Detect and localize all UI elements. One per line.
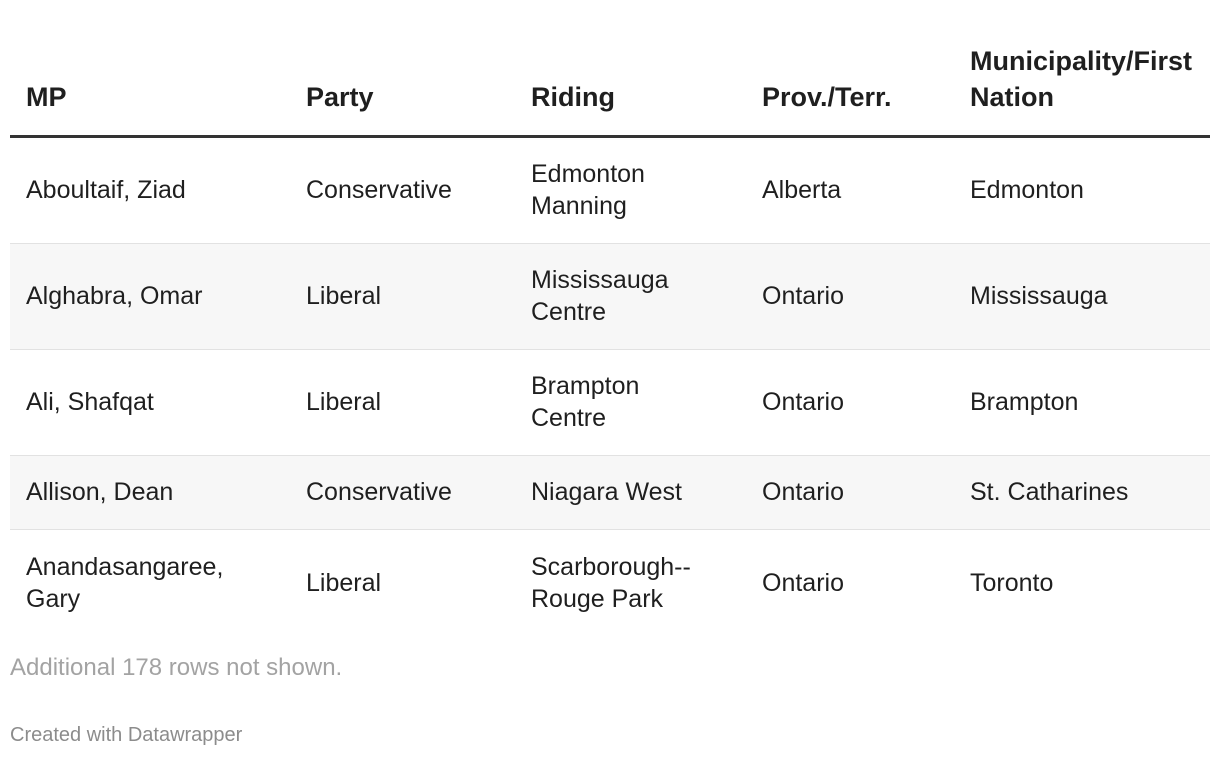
cell-riding bbox=[515, 136, 746, 243]
table-container bbox=[10, 0, 1210, 636]
cell-municipality: Edmonton bbox=[954, 136, 1210, 243]
cell-party: Liberal bbox=[290, 349, 515, 455]
cell-riding-text: Brampton Centre bbox=[531, 372, 640, 432]
cell-mp: Ali, Shafqat bbox=[10, 349, 290, 455]
rows-not-shown-note: Additional 178 rows not shown. bbox=[10, 654, 343, 681]
cell-municipality: Toronto bbox=[970, 568, 1054, 597]
header-municipality[interactable] bbox=[954, 0, 1210, 136]
cell-prov: Ontario bbox=[746, 455, 954, 529]
datawrapper-credit[interactable]: Created with Datawrapper bbox=[10, 724, 243, 746]
header-prov[interactable]: Prov./Terr. bbox=[746, 0, 954, 136]
cell-municipality: Mississauga bbox=[954, 243, 1210, 349]
cell-mp: Allison, Dean bbox=[10, 455, 290, 529]
cell-prov: Alberta bbox=[746, 136, 954, 243]
table-row bbox=[10, 529, 1210, 636]
cell-riding-text: Mississauga Centre bbox=[531, 266, 669, 326]
cell-riding: Niagara West bbox=[515, 455, 746, 529]
table-row bbox=[10, 136, 1210, 243]
cell-party: Liberal bbox=[306, 568, 382, 597]
cell-mp: Alghabra, Omar bbox=[10, 243, 290, 349]
cell-party: Conservative bbox=[290, 136, 515, 243]
header-party[interactable]: Party bbox=[290, 0, 515, 136]
table-row bbox=[10, 243, 1210, 349]
cell-prov: Ontario bbox=[746, 243, 954, 349]
cell-riding-text: Edmonton Manning bbox=[531, 160, 645, 220]
cell-municipality: Brampton bbox=[954, 349, 1210, 455]
cell-riding-text: Scarborough--Rouge Park bbox=[531, 552, 691, 613]
cell-prov: Ontario bbox=[746, 349, 954, 455]
cell-mp-text: Anandasangaree, Gary bbox=[26, 552, 224, 613]
cell-riding bbox=[515, 243, 746, 349]
cell-riding bbox=[515, 349, 746, 455]
cell-party: Conservative bbox=[290, 455, 515, 529]
header-row bbox=[10, 0, 1210, 136]
table-row bbox=[10, 455, 1210, 529]
cell-riding bbox=[515, 529, 746, 636]
table-row bbox=[10, 349, 1210, 455]
cell-party: Liberal bbox=[290, 243, 515, 349]
cell-prov: Ontario bbox=[762, 568, 844, 597]
header-riding[interactable]: Riding bbox=[515, 0, 746, 136]
cell-mp bbox=[10, 529, 290, 636]
cell-municipality: St. Catharines bbox=[954, 455, 1210, 529]
mp-table bbox=[10, 0, 1210, 636]
cell-mp: Aboultaif, Ziad bbox=[10, 136, 290, 243]
header-municipality-label: Municipality/First Nation bbox=[970, 45, 1193, 112]
header-mp[interactable]: MP bbox=[10, 0, 290, 136]
